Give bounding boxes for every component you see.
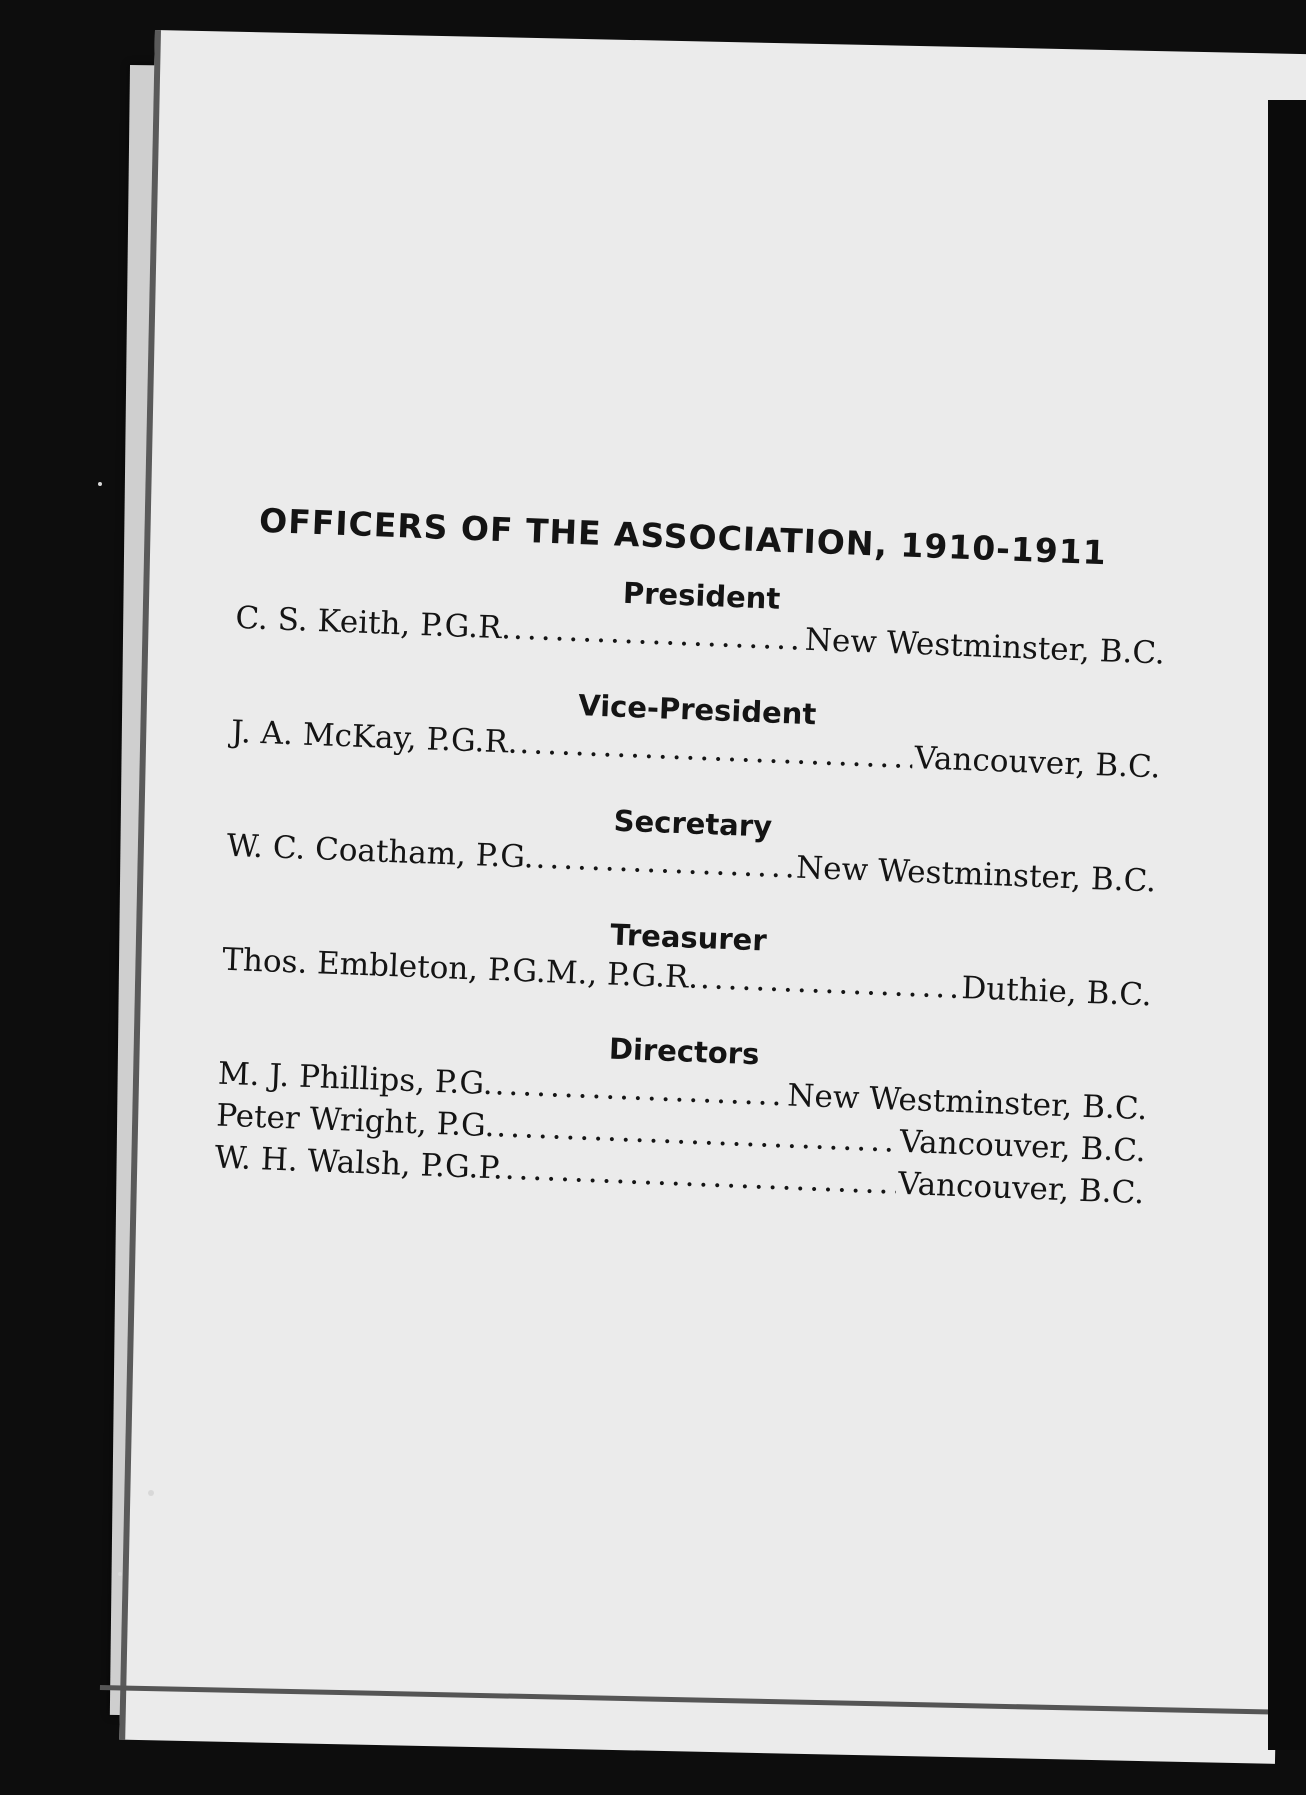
paper-speck [148, 1490, 154, 1496]
dot-leader [512, 608, 803, 661]
officer-place: Vancouver, B.C. [913, 740, 1162, 786]
section-heading: Treasurer [609, 917, 768, 958]
page-title: OFFICERS OF THE ASSOCIATION, 1910-1911 [258, 500, 1108, 573]
section-heading: Secretary [613, 803, 773, 844]
officer-name: M. J. Phillips, P.G. [217, 1055, 494, 1103]
section-vice-president [230, 675, 1162, 789]
section-heading: Vice-President [577, 688, 817, 732]
officer-name: J. A. McKay, P.G.R. [230, 713, 519, 761]
section-heading: Directors [608, 1031, 761, 1072]
officer-name: W. C. Coatham, P.G. [226, 827, 535, 876]
officer-place: Duthie, B.C. [960, 970, 1153, 1014]
officer-name: C. S. Keith, P.G.R. [234, 599, 512, 647]
scan-right-edge [1268, 100, 1306, 1750]
officer-name: W. H. Walsh, P.G.P. [214, 1139, 504, 1187]
officer-name: Peter Wright, P.G. [215, 1097, 496, 1145]
section-president [235, 561, 1167, 675]
paper-speck [98, 482, 102, 486]
paper-speck [118, 1572, 122, 1576]
section-heading: President [622, 575, 781, 616]
officer-place: Vancouver, B.C. [899, 1123, 1147, 1170]
officers-list [213, 500, 1170, 1250]
dot-leader [699, 957, 960, 1009]
dot-leader [535, 837, 795, 889]
officer-name: Thos. Embleton, P.G.M., P.G.R. [221, 941, 699, 996]
officer-place: Vancouver, B.C. [897, 1165, 1145, 1212]
officer-place: New Westminster, B.C. [786, 1077, 1148, 1128]
officer-place: New Westminster, B.C. [804, 621, 1166, 672]
section-secretary [226, 789, 1158, 903]
section-directors [214, 1017, 1150, 1215]
officer-place: New Westminster, B.C. [795, 849, 1157, 900]
section-treasurer [222, 903, 1154, 1017]
